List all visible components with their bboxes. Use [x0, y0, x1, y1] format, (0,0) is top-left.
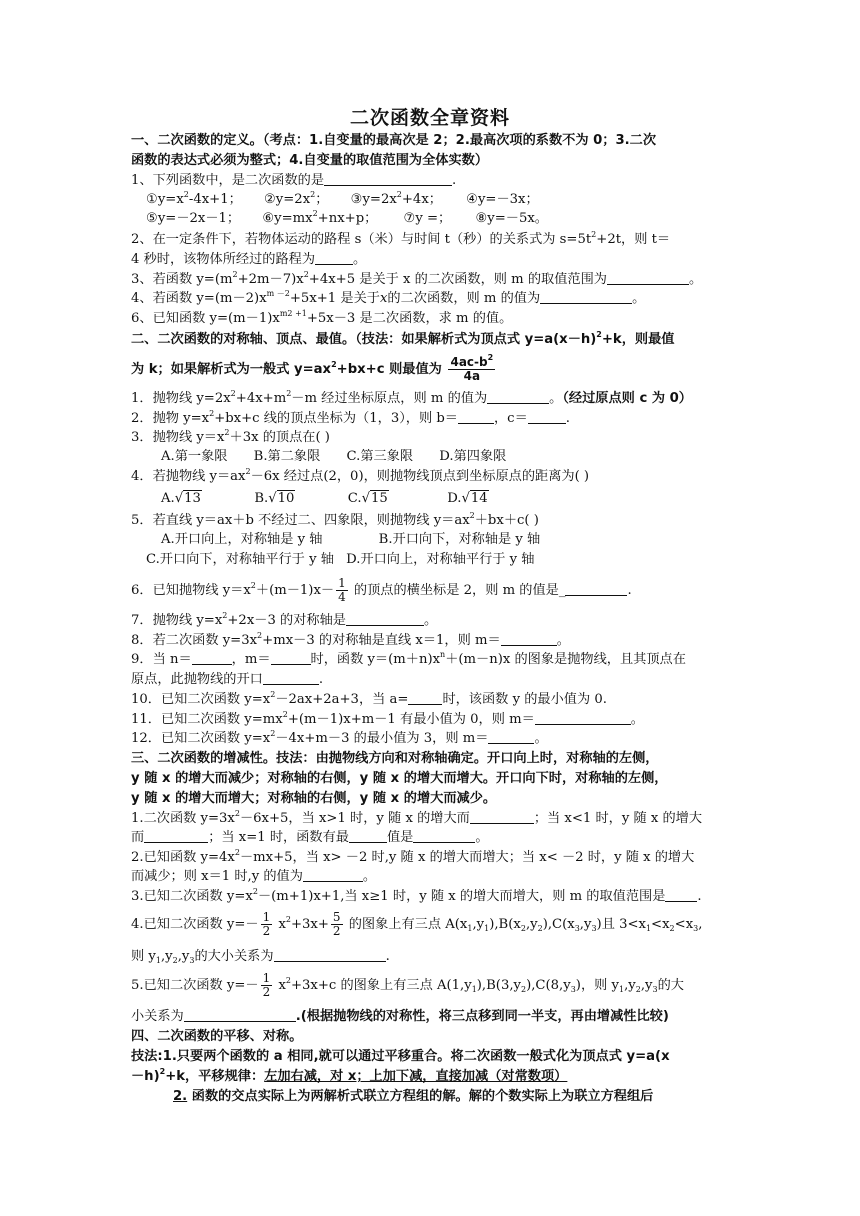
s2-q5-options-row-2	[146, 550, 535, 570]
option-a[interactable]: A.第一象限	[161, 449, 228, 464]
section-4-heading: 四、二次函数的平移、对称。	[131, 1029, 303, 1044]
answer-blank[interactable]	[487, 389, 549, 404]
answer-blank[interactable]	[540, 289, 632, 304]
answer-blank[interactable]	[565, 581, 627, 596]
s2-question-8: 8．若二次函数 $y=3x^2+mx-3$ 的对称轴是直线 x＝1，则 m＝ 。	[131, 631, 570, 648]
s3-question-5: 5.已知二次函数 y=－ $\frac{1}{2}$ $x^2+3x+c$ 的图象上有三点 $A(1,y_1),B(3,y_2),C(8,y_3)$，则 $y_1,y_2,y_3$的大	[131, 971, 684, 999]
answer-blank[interactable]	[303, 867, 363, 882]
s1-q1-options-row-1: $①y=x^2-4x+1$； $②y=2x^2$； $③y=2x^2+4x$； ④y=－3x；	[146, 190, 539, 207]
s2-question-9: 9．当 n＝ ，m＝ 时，函数 $y=(m+n)x^n+(m-n)x$ 的图象是抛物线，且其顶点在	[131, 650, 686, 667]
option-b[interactable]: B.开口向下，对称轴是 y 轴	[378, 532, 541, 547]
section-2-heading: 二、二次函数的对称轴、顶点、最值。（技法：如果解析式为顶点式 $y=a(x-h)^2+k$，则最值	[131, 330, 675, 347]
option-c[interactable]: C.开口向下，对称轴平行于 y 轴	[146, 552, 334, 567]
answer-blank[interactable]	[271, 650, 311, 665]
page-title: 二次函数全章资料	[349, 107, 510, 129]
answer-blank[interactable]	[192, 650, 232, 665]
option-d[interactable]: D.√14	[447, 491, 488, 506]
s2-question-5: 5．若直线 y＝ax＋b 不经过二、四象限，则抛物线 $y=ax^2+bx+c$( )	[131, 511, 539, 528]
s2-question-6: 6．已知抛物线 $y=x^2+(m-1)x-$ $\frac{1}{4}$ 的顶点的横坐标是 2，则 m 的值是_ .	[131, 576, 632, 604]
s3-question-4-cont: 则 $y_1,y_2,y_3$的大小关系为 .	[131, 949, 390, 965]
option-a[interactable]: A.√13	[161, 491, 201, 506]
s3-question-2-cont: 而减少；则 x＝1 时,y 的值为 。	[131, 869, 377, 884]
answer-blank[interactable]	[665, 887, 697, 902]
s3-question-4: 4.已知二次函数 y=－ $\frac{1}{2}$ $x^2+3x+$ $\frac{5}{2}$ 的图象上有三点 $A(x_1,y_1),B(x_2,y_2),C(x_3,y_3)$且 $3<x_1<x_2<x_3$,	[131, 910, 703, 938]
s2-question-7: 7．抛物线 $y=x^2+2x-3$ 的对称轴是 。	[131, 611, 438, 628]
s2-q5-options-row-1	[161, 530, 540, 550]
s3-question-1-cont: 而 ；当 x=1 时，函数有最 值是 。	[131, 830, 489, 845]
s2-q3-options	[161, 447, 506, 467]
s1-question-2: 2、在一定条件下，若物体运动的路程 s（米）与时间 t（秒）的关系式为 $s=5t^2+2t$，则 t＝	[131, 230, 671, 247]
s3-question-1: 1.二次函数 $y=3x^2-6x+5$，当 x>1 时，y 随 x 的增大而 ；当 x<1 时，y 随 x 的增大	[131, 809, 703, 826]
option-c[interactable]: C.√15	[347, 491, 388, 506]
section-3-heading: 三、二次函数的增减性。技法：由抛物线方向和对称轴确定。开口向上时，对称轴的左侧，	[131, 751, 659, 766]
option-a[interactable]: A.开口向上，对称轴是 y 轴	[161, 532, 323, 547]
s1-question-1: 1、下列函数中，是二次函数的是 .	[131, 173, 457, 188]
answer-blank[interactable]	[408, 690, 442, 705]
s2-question-1: 1．抛物线 $y=2x^2+4x+m^2-m$ 经过坐标原点，则 m 的值为 。（经过原点则 c 为 0）	[131, 389, 692, 406]
s2-question-3: 3．抛物线 $y=x^2+3x$ 的顶点在( )	[131, 428, 330, 445]
option-c[interactable]: C.第三象限	[346, 449, 414, 464]
section-3-heading-cont-2: y 随 x 的增大而增大；对称轴的右侧，y 随 x 的增大而减少。	[131, 791, 497, 806]
answer-blank[interactable]	[607, 270, 689, 285]
answer-blank[interactable]	[346, 611, 424, 626]
section-4-technique: 技法:1.只要两个函数的 a 相同,就可以通过平移重合。将二次函数一般式化为顶点式 y=a(x	[131, 1049, 670, 1064]
section-1-heading: 一、二次函数的定义。（考点：1.自变量的最高次是 2；2.最高次项的系数不为 0；3.二次	[131, 133, 657, 148]
answer-blank[interactable]	[315, 250, 353, 265]
answer-blank[interactable]	[274, 947, 386, 962]
section-3-heading-cont-1: y 随 x 的增大而减少；对称轴的右侧，y 随 x 的增大而增大。开口向下时，对称轴的左侧，	[131, 771, 668, 786]
option-d[interactable]: D.第四象限	[439, 449, 507, 464]
s2-question-4: 4．若抛物线 $y=ax^2-6x$ 经过点(2，0)，则抛物线顶点到坐标原点的距离为( )	[131, 467, 590, 484]
answer-blank[interactable]	[413, 828, 475, 843]
s1-q1-options-row-2: ⑤y=－2x－1； $⑥y=mx^2+nx+p$； ⑦y =； ⑧y=－5x。	[146, 209, 548, 226]
answer-blank[interactable]	[488, 729, 534, 744]
answer-blank[interactable]	[184, 1007, 296, 1022]
section-4-point-2: 2. 函数的交点实际上为两解析式联立方程组的解。解的个数实际上为联立方程组后	[173, 1089, 654, 1104]
s1-question-4: 4、若函数 $y=(m-2)x^{m -2}+5x+1$ 是关于x的二次函数，则 m 的值为 。	[131, 289, 646, 306]
s2-q4-options	[161, 489, 489, 509]
answer-blank[interactable]	[470, 809, 534, 824]
answer-blank[interactable]	[144, 828, 208, 843]
s2-question-11: 11．已知二次函数 $y=mx^2+(m-1)x+m-1$ 有最小值为 0，则 m＝ 。	[131, 710, 644, 727]
answer-blank[interactable]	[324, 171, 452, 186]
s1-question-3: 3、若函数 $y=(m^2+2m-7)x^2+4x+5$ 是关于 x 的二次函数，则 m 的取值范围为 。	[131, 270, 703, 287]
option-d[interactable]: D.开口向上，对称轴平行于 y 轴	[346, 552, 535, 567]
s1-question-6: 6、已知函数 $y=(m-1)x^{m2 +1}+5x-3$ 是二次函数，求 m 的值。	[131, 309, 513, 326]
s3-question-5-cont: 小关系为 .(根据抛物线的对称性，将三点移到同一半支，再由增减性比较)	[131, 1009, 669, 1024]
answer-blank[interactable]	[458, 409, 494, 424]
s3-question-2: 2.已知函数 $y=4x^2-mx+5$，当 x> －2 时,y 随 x 的增大而增大；当 x< －2 时，y 随 x 的增大	[131, 848, 695, 865]
answer-blank[interactable]	[263, 670, 319, 685]
s2-question-10: 10．已知二次函数 $y=x^2-2ax+2a+3$，当 a= 时，该函数 y 的最小值为 0.	[131, 690, 607, 707]
answer-blank[interactable]	[535, 710, 631, 725]
max-value-fraction: $\frac{4ac-b^2}{4a}$	[450, 352, 494, 383]
s3-question-3: 3.已知二次函数 $y=x^2-(m+1)x+1$,当 x≥1 时，y 随 x 的增大而增大，则 m 的取值范围是 .	[131, 887, 702, 904]
section-1-heading-cont: 函数的表达式必须为整式；4.自变量的取值范围为全体实数）	[131, 153, 489, 168]
section-4-technique-cont: －h)$^2$+k，平移规律：左加右减，对 x；上加下减，直接加减（对常数项）	[131, 1067, 568, 1084]
option-b[interactable]: B.第二象限	[253, 449, 321, 464]
s1-question-2-cont: 4 秒时，该物体所经过的路程为 。	[131, 252, 367, 267]
s2-question-2: 2．抛物 $y=x^2+bx+c$ 线的顶点坐标为（1，3），则 b＝ ，c＝ .	[131, 409, 570, 426]
answer-blank[interactable]	[349, 828, 387, 843]
option-b[interactable]: B.√10	[254, 491, 295, 506]
answer-blank[interactable]	[528, 409, 566, 424]
section-2-heading-cont: 为 k；如果解析式为一般式 $y=ax^2+bx+c$ 则最值为 $\frac{4ac-b^2}{4a}$	[131, 352, 494, 383]
s2-question-12: 12．已知二次函数 $y=x^2-4x+m-3$ 的最小值为 3，则 m＝ 。	[131, 729, 548, 746]
s2-question-9-cont: 原点，此抛物线的开口 .	[131, 672, 324, 687]
answer-blank[interactable]	[501, 631, 557, 646]
